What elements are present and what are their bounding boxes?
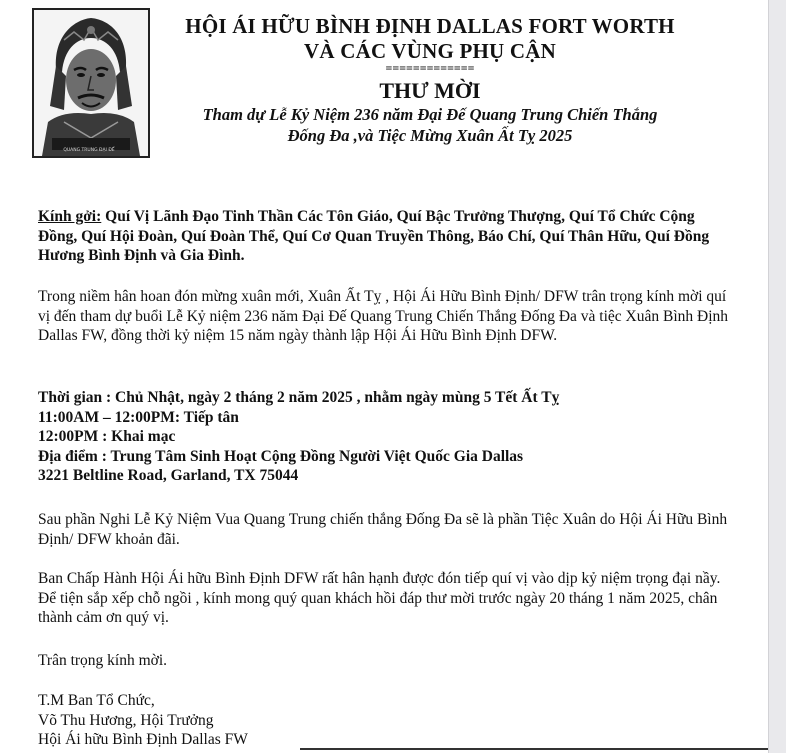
greeting-label: Kính gởi:	[38, 208, 102, 225]
greeting-paragraph	[38, 207, 734, 266]
subtitle-line-1: Tham dự Lễ Kỷ Niệm 236 năm Đại Đế Quang Trung Chiến Thắng	[202, 105, 658, 124]
letter-heading	[160, 14, 700, 146]
signature-line-2: Võ Thu Hương, Hội Trưởng	[38, 711, 214, 729]
event-opening: 12:00PM : Khai mạc	[38, 428, 176, 445]
rsvp-paragraph: Ban Chấp Hành Hội Ái hữu Bình Định DFW rất hân hạnh được đón tiếp quí vị vào dịp kỷ niệm trọng đại nầy. Để tiện sắp xếp chỗ ngồi , kính mong quý quan khách hồi đáp thư mời trước ngày 20 tháng 1 năm 2025, chân thành cảm ơn quý vị.	[38, 570, 721, 626]
event-details	[38, 388, 734, 486]
banquet-paragraph: Sau phần Nghi Lễ Kỷ Niệm Vua Quang Trung chiến thắng Đống Đa sẽ là phần Tiệc Xuân do Hội Ái Hữu Bình Định/ DFW khoản đãi.	[38, 511, 728, 548]
portrait-image	[32, 8, 150, 158]
quang-trung-portrait-icon	[34, 10, 148, 156]
organization-name: HỘI ÁI HỮU BÌNH ĐỊNH DALLAS FORT WORTH	[185, 14, 675, 38]
vertical-scrollbar[interactable]	[768, 0, 786, 753]
organization-subname: VÀ CÁC VÙNG PHỤ CẬN	[304, 39, 556, 63]
closing-line: Trân trọng kính mời.	[38, 652, 168, 669]
signature-line-3: Hội Ái hữu Bình Định Dallas FW	[38, 731, 248, 748]
page-bottom-border	[300, 748, 768, 750]
signature-line-1: T.M Ban Tổ Chức,	[38, 692, 155, 709]
event-location: Địa điểm : Trung Tâm Sinh Hoạt Cộng Đồng Người Việt Quốc Gia Dallas	[38, 447, 524, 465]
event-address: 3221 Beltline Road, Garland, TX 75044	[38, 467, 299, 484]
document-title: THƯ MỜI	[379, 78, 481, 103]
event-time: Thời gian : Chủ Nhật, ngày 2 tháng 2 năm 2025 , nhằm ngày mùng 5 Tết Ất Tỵ	[38, 389, 560, 406]
heading-separator: =============	[385, 61, 475, 75]
greeting-recipients: Quí Vị Lãnh Đạo Tinh Thần Các Tôn Giáo, Quí Bậc Trưởng Thượng, Quí Tổ Chức Cộng Đồng, Quí Hội Đoàn, Quí Đoàn Thể, Quí Cơ Quan Truyền Thông, Báo Chí, Quí Thân Hữu, Quí Đồng Hương Bình Định và Gia Đình.	[38, 208, 710, 264]
subtitle-line-2: Đống Đa ,và Tiệc Mừng Xuân Ất Tỵ 2025	[287, 126, 573, 145]
signature-block	[38, 691, 734, 750]
event-reception: 11:00AM – 12:00PM: Tiếp tân	[38, 408, 239, 426]
intro-paragraph: Trong niềm hân hoan đón mừng xuân mới, Xuân Ất Tỵ , Hội Ái Hữu Bình Định/ DFW trân trọng kính mời quí vị đến tham dự buổi Lễ Kỷ niệm 236 năm Đại Đế Quang Trung Chiến Thắng Đống Đa và tiệc Xuân Bình Định Dallas FW, đồng thời kỷ niệm 15 năm ngày thành lập Hội Ái Hữu Bình Định DFW.	[38, 288, 729, 344]
portrait-caption: QUANG TRUNG ĐẠI ĐẾ	[63, 148, 115, 153]
